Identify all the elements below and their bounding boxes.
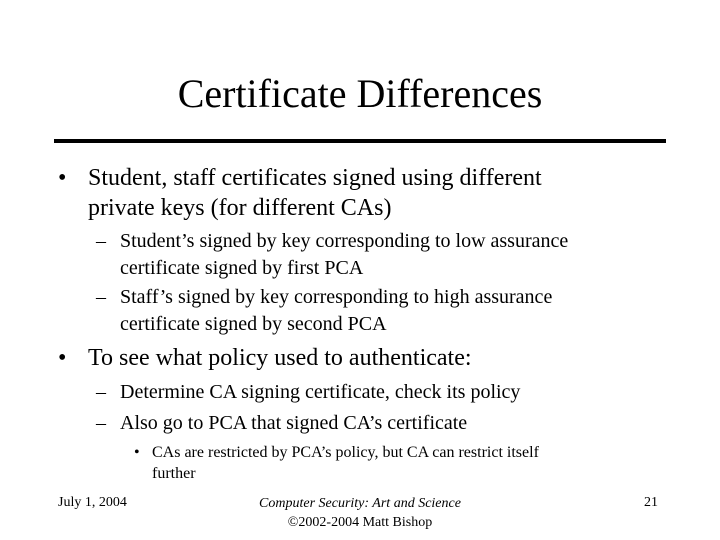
sub-bullet-2-1-line-1: Determine CA signing certificate, check its policy (120, 381, 521, 403)
footer-course-title: Computer Security: Art and Science (259, 496, 461, 511)
slide-title: Certificate Differences (177, 71, 543, 116)
sub-bullet-1-2-line-2: certificate signed by second PCA (120, 313, 387, 335)
sub-sub-bullet-line-2: further (152, 465, 196, 482)
bullet-marker: • (58, 345, 67, 371)
small-bullet-marker: • (134, 444, 140, 461)
dash-marker: – (96, 412, 106, 434)
dash-marker: – (96, 230, 106, 252)
bullet-marker: • (58, 165, 67, 191)
footer-copyright: ©2002-2004 Matt Bishop (287, 515, 433, 530)
bullet-1-line-2: private keys (for different CAs) (88, 195, 392, 221)
sub-sub-bullet-line-1: CAs are restricted by PCA’s policy, but CA can restrict itself (152, 444, 539, 461)
sub-bullet-1-1-line-2: certificate signed by first PCA (120, 257, 364, 279)
bullet-2-line-1: To see what policy used to authenticate: (88, 345, 472, 371)
dash-marker: – (96, 381, 106, 403)
sub-bullet-1-1-line-1: Student’s signed by key corresponding to low assurance (120, 230, 569, 252)
sub-bullet-2-2-line-1: Also go to PCA that signed CA’s certificate (120, 412, 468, 434)
footer-date: July 1, 2004 (58, 495, 127, 510)
sub-bullet-1-2-line-1: Staff’s signed by key corresponding to high assurance (120, 286, 553, 308)
dash-marker: – (96, 286, 106, 308)
title-underline (54, 139, 666, 143)
bullet-1-line-1: Student, staff certificates signed using different (88, 165, 542, 191)
footer-page-number: 21 (644, 495, 658, 510)
footer-center (200, 494, 520, 532)
